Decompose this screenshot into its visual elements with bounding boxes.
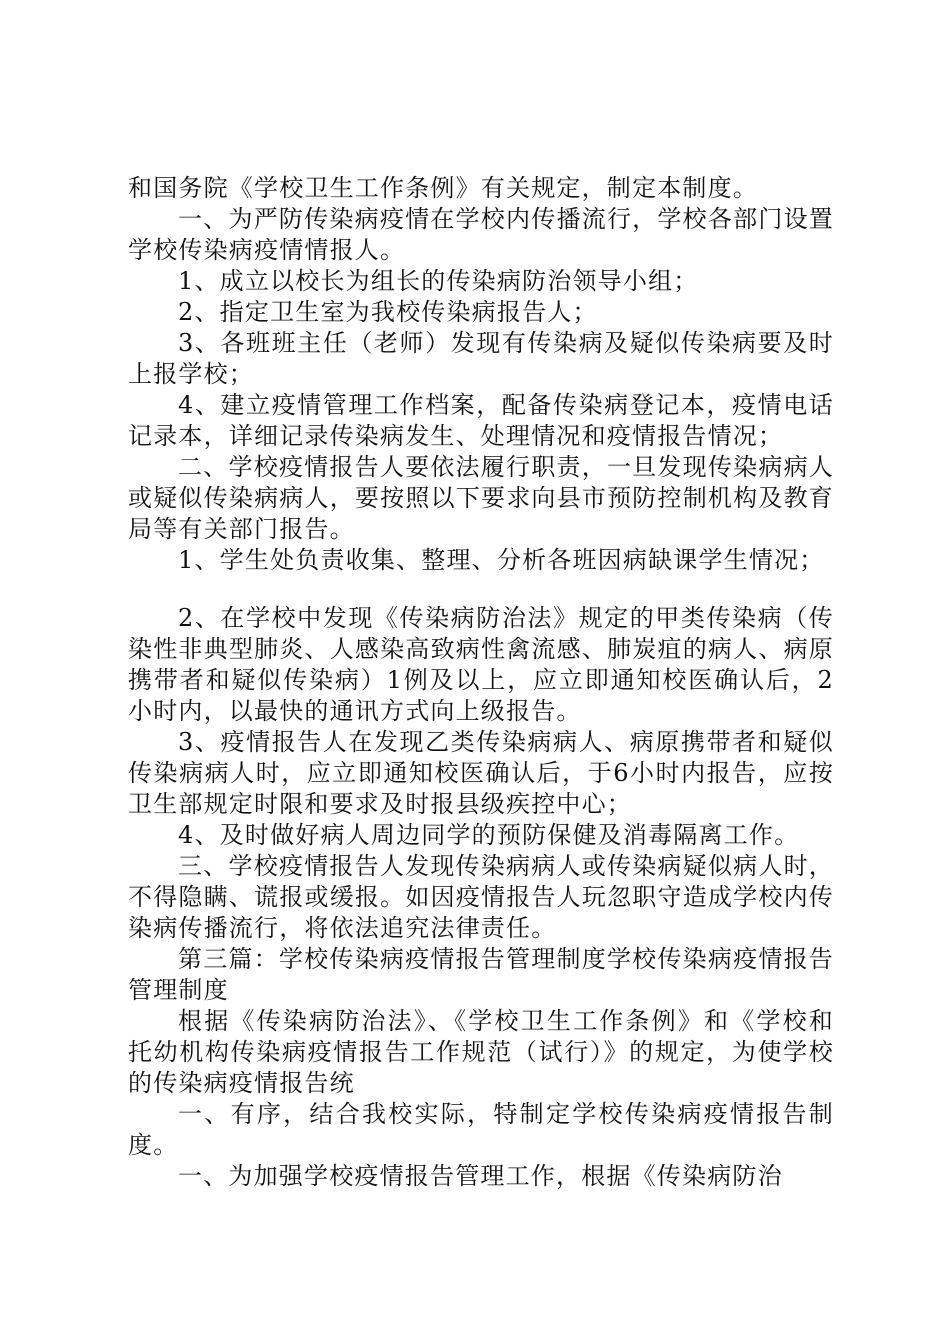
paragraph-item-1-3: 3、各班班主任（老师）发现有传染病及疑似传染病要及时上报学校； <box>128 329 834 388</box>
paragraph-item-2-1: 1、学生处负责收集、整理、分析各班因病缺课学生情况； <box>178 546 825 574</box>
paragraph-item-2-4: 4、及时做好病人周边同学的预防保健及消毒隔离工作。 <box>178 821 800 849</box>
paragraph-section-2: 二、学校疫情报告人要依法履行职责，一旦发现传染病病人或疑似传染病病人，要按照以下要求向县市预防控制机构及教育局等有关部门报告。 <box>128 453 834 543</box>
paragraph-spacer <box>128 576 834 603</box>
paragraph-item-1-2: 2、指定卫生室为我校传染病报告人； <box>178 298 598 326</box>
paragraph-item-1-1: 1、成立以校长为组长的传染病防治领导小组； <box>178 267 699 295</box>
paragraph-item-2-2: 2、在学校中发现《传染病防治法》规定的甲类传染病（传染性非典型肺炎、人感染高致病性禽流感、肺炭疽的病人、病原携带者和疑似传染病）1例及以上，应立即通知校医确认后，2小时内，以最快的通讯方式向上级报告。 <box>128 604 834 725</box>
paragraph-basis: 根据《传染病防治法》、《学校卫生工作条例》和《学校和托幼机构传染病疫情报告工作规范（试行）》的规定，为使学校的传染病疫情报告统 <box>128 1007 834 1097</box>
paragraph-chapter-heading: 第三篇：学校传染病疫情报告管理制度学校传染病疫情报告管理制度 <box>128 945 834 1004</box>
paragraph-orderly: 一、有序，结合我校实际，特制定学校传染病疫情报告制度。 <box>128 1100 834 1159</box>
paragraph-section-3: 三、学校疫情报告人发现传染病病人或传染病疑似病人时，不得隐瞒、谎报或缓报。如因疫情报告人玩忽职守造成学校内传染病传播流行，将依法追究法律责任。 <box>128 852 834 942</box>
paragraph-strengthen: 一、为加强学校疫情报告管理工作，根据《传染病防治 <box>178 1162 783 1190</box>
paragraph-item-1-4: 4、建立疫情管理工作档案，配备传染病登记本，疫情电话记录本，详细记录传染病发生、处理情况和疫情报告情况； <box>128 391 834 450</box>
paragraph-section-1: 一、为严防传染病疫情在学校内传播流行，学校各部门设置学校传染病疫情情报人。 <box>128 205 834 264</box>
document-body <box>128 173 834 1192</box>
paragraph-item-2-3: 3、疫情报告人在发现乙类传染病病人、病原携带者和疑似传染病病人时，应立即通知校医确认后，于6小时内报告，应按卫生部规定时限和要求及时报县级疾控中心； <box>128 728 834 818</box>
paragraph-intro: 和国务院《学校卫生工作条例》有关规定，制定本制度。 <box>128 174 758 202</box>
